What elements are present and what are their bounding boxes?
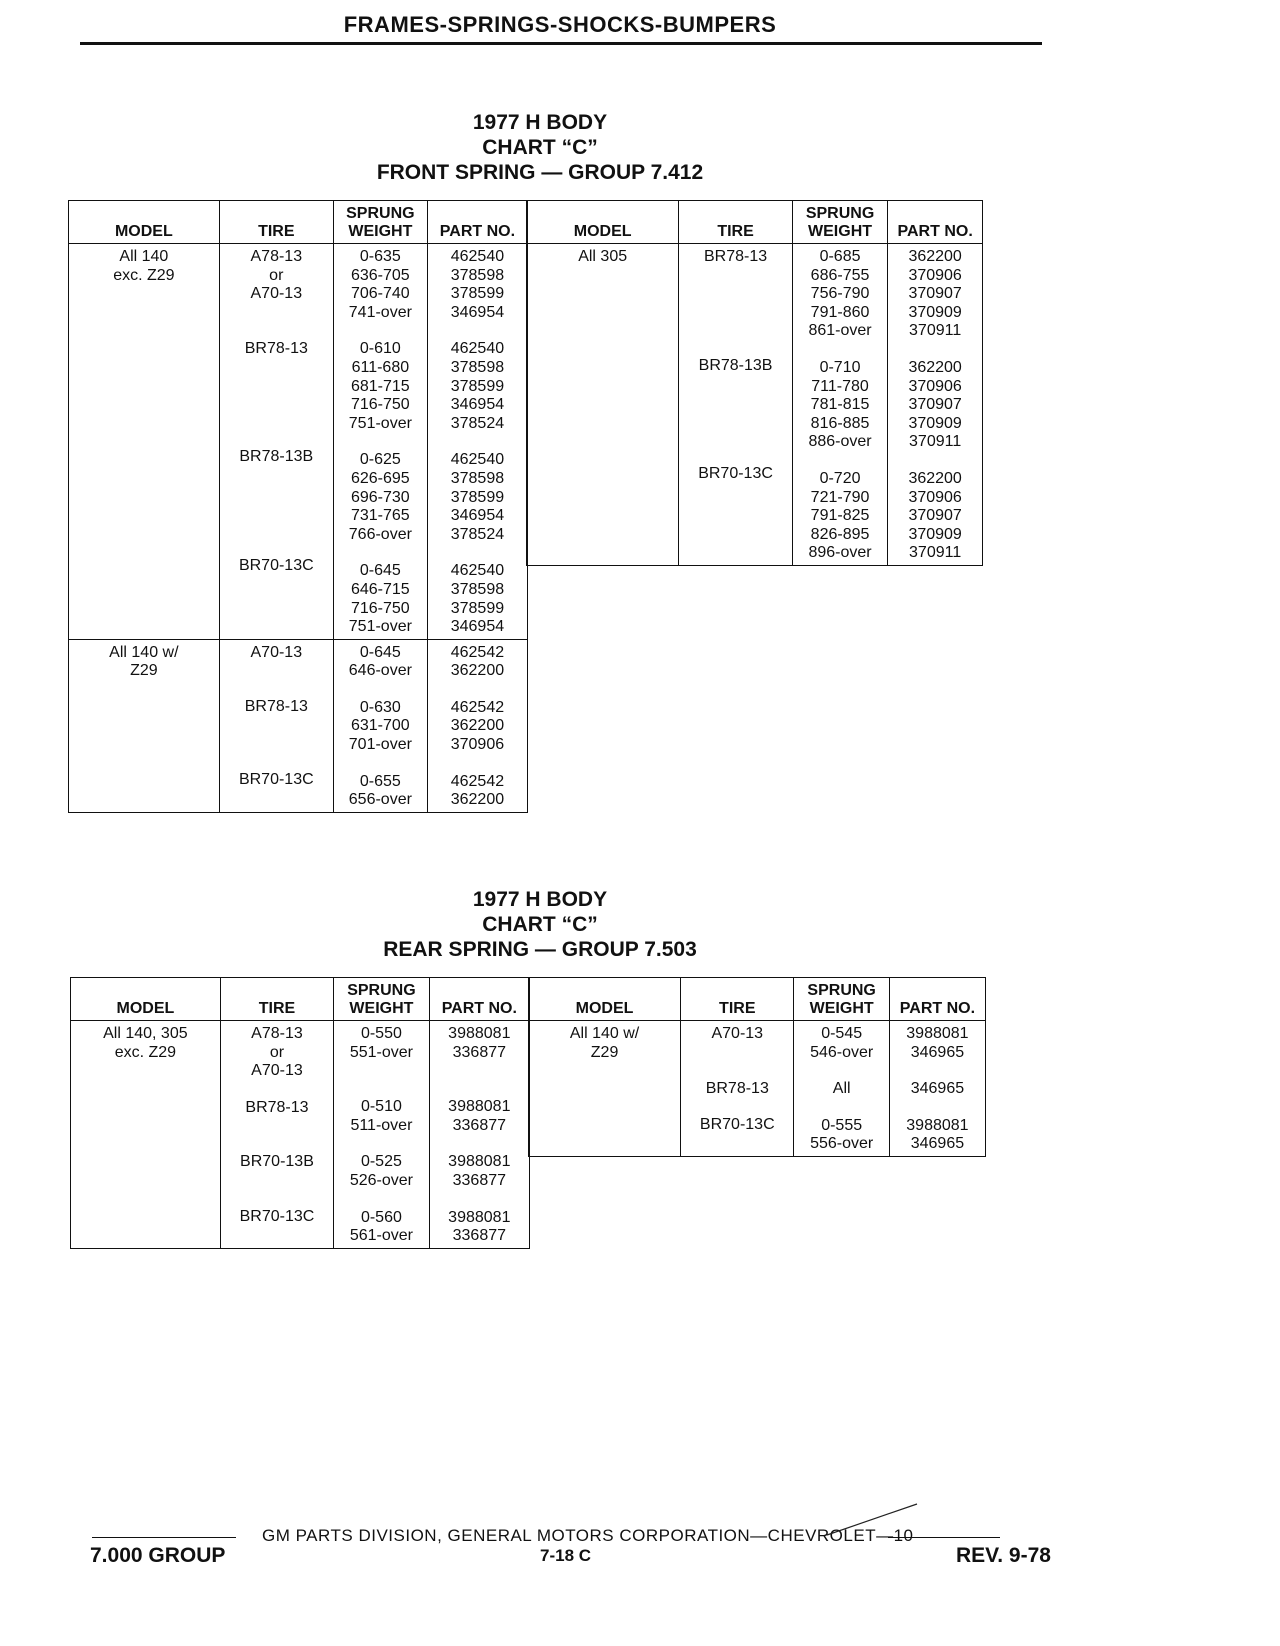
row-gap <box>224 467 329 485</box>
row-gap <box>434 1080 525 1098</box>
front-title-line: CHART “C” <box>482 136 598 159</box>
row-gap <box>338 1062 424 1080</box>
row-gap <box>894 1062 981 1080</box>
part-number: 462540 <box>450 340 505 358</box>
sprung-weight: 526-over <box>349 1171 413 1189</box>
column-header-tire <box>679 201 792 244</box>
sprung-weight: 756-790 <box>810 285 870 303</box>
sprung-weight: 0-655 <box>359 772 401 790</box>
footer-publisher: GM PARTS DIVISION, GENERAL MOTORS CORPORATION—CHEVROLET—10 <box>262 1526 914 1545</box>
tire-size: BR70-13B <box>240 1153 314 1171</box>
row-gap <box>432 433 523 451</box>
header-row <box>527 201 983 244</box>
model-name: All 140 w/ <box>569 1025 640 1042</box>
tire-size: A78-13 <box>250 248 303 265</box>
sprung-weight: 826-895 <box>810 525 870 543</box>
sprung-weight: 636-705 <box>350 266 410 284</box>
column-header-model <box>529 978 681 1021</box>
sprung-weight: 716-750 <box>350 396 410 414</box>
row-gap <box>683 285 787 303</box>
part-number: 370911 <box>909 544 962 562</box>
row-gap <box>224 376 329 394</box>
part-number: 462542 <box>450 698 505 716</box>
model-group-row <box>529 1021 986 1157</box>
row-gap <box>224 304 329 322</box>
sprung-weight: 511-over <box>350 1116 413 1134</box>
part-number: 370906 <box>908 488 962 506</box>
row-gap <box>224 594 329 612</box>
column-header-label: MODEL <box>573 223 632 240</box>
row-gap <box>683 393 787 411</box>
tire-cell <box>219 244 333 640</box>
sprung-weight: 711-780 <box>811 377 869 395</box>
model-name: All 140 <box>119 248 169 265</box>
column-header-label: PART NO. <box>897 223 973 240</box>
sprung-weight: 816-885 <box>810 414 870 432</box>
tire-size: BR70-13C <box>238 770 314 788</box>
column-header-label: MODEL <box>114 223 173 240</box>
part-number: 3988081 <box>448 1208 511 1226</box>
sprung-weight: 731-765 <box>350 507 410 525</box>
sprung-weight: 646-715 <box>350 580 410 598</box>
part-number: 378524 <box>450 525 505 543</box>
part-number: 362200 <box>908 248 962 265</box>
model-group-row <box>69 639 528 812</box>
sprung-weight: 656-over <box>348 791 412 809</box>
part-number: 3988081 <box>906 1116 969 1134</box>
row-gap <box>338 681 423 699</box>
tire-size: BR78-13B <box>698 356 773 374</box>
row-gap <box>224 412 329 430</box>
row-gap <box>224 576 329 594</box>
sprung-weight: 716-750 <box>350 599 410 617</box>
row-gap <box>224 394 329 412</box>
tire-size: BR70-13C <box>238 556 314 574</box>
row-gap <box>224 717 329 735</box>
sprung-weight: 626-695 <box>350 469 410 487</box>
row-gap <box>892 452 978 470</box>
part-cell <box>888 244 983 566</box>
part-number: 378599 <box>450 599 505 617</box>
part-number: 378524 <box>450 414 505 432</box>
column-header-weight <box>792 201 887 244</box>
part-number: 336877 <box>452 1227 507 1245</box>
row-gap <box>683 484 787 502</box>
column-header-label: MODEL <box>116 1000 175 1017</box>
row-gap <box>683 520 787 538</box>
sprung-weight: 546-over <box>810 1043 874 1061</box>
part-number: 3988081 <box>906 1025 969 1042</box>
tire-cell <box>220 1021 333 1249</box>
part-number: 462540 <box>450 451 505 469</box>
sprung-weight: 611-680 <box>351 358 410 376</box>
header-row <box>69 201 528 244</box>
tire-size: A78-13 <box>251 1025 303 1042</box>
row-gap <box>892 341 978 359</box>
front-title-line: FRONT SPRING — GROUP 7.412 <box>376 161 704 184</box>
row-gap <box>434 1135 525 1153</box>
row-gap <box>224 358 329 376</box>
part-number: 346965 <box>910 1135 965 1153</box>
column-header-weight <box>333 201 427 244</box>
sprung-weight: 706-740 <box>350 285 410 303</box>
row-gap <box>683 502 787 520</box>
model-cell <box>71 1021 221 1249</box>
part-number: 3988081 <box>448 1098 511 1116</box>
sprung-weight: 751-over <box>348 618 412 636</box>
row-gap <box>225 1135 329 1153</box>
part-number: 378599 <box>450 488 505 506</box>
column-header-label: SPRUNG <box>805 205 875 222</box>
part-number: 378599 <box>450 285 505 303</box>
part-number: 378599 <box>450 377 505 395</box>
row-gap <box>225 1172 329 1190</box>
pen-mark <box>825 1500 925 1540</box>
rear-spring-table-right <box>528 977 986 1157</box>
part-number: 346954 <box>450 303 505 321</box>
column-header-weight <box>794 978 889 1021</box>
part-number: 378598 <box>450 358 505 376</box>
column-header-part <box>429 978 529 1021</box>
header-rule <box>80 42 1042 45</box>
column-header-model <box>527 201 679 244</box>
row-gap <box>798 1062 884 1080</box>
model-name: Z29 <box>130 662 158 680</box>
row-gap <box>683 375 787 393</box>
row-gap <box>434 1062 525 1080</box>
tire-size: A70-13 <box>250 285 303 303</box>
column-header-tire <box>219 201 333 244</box>
model-name: exc. Z29 <box>114 1043 177 1061</box>
row-gap <box>224 612 329 630</box>
sprung-weight: 751-over <box>348 414 412 432</box>
row-gap <box>432 544 523 562</box>
tire-size: A70-13 <box>250 643 303 661</box>
part-number: 346954 <box>450 396 505 414</box>
row-gap <box>683 321 787 339</box>
row-gap <box>683 447 787 465</box>
row-gap <box>683 411 787 429</box>
sprung-weight: 556-over <box>810 1135 874 1153</box>
part-number: 378598 <box>450 266 505 284</box>
footer-revision: REV. 9-78 <box>956 1544 1051 1567</box>
column-header-label: MODEL <box>575 1000 634 1017</box>
sprung-weight: 646-over <box>348 662 412 680</box>
rear-title-line: CHART “C” <box>482 913 598 936</box>
sprung-weight: All <box>832 1080 851 1098</box>
column-header-label: TIRE <box>717 223 754 240</box>
model-name: Z29 <box>590 1043 619 1061</box>
row-gap <box>224 503 329 521</box>
part-number: 370907 <box>908 285 962 303</box>
column-header-label: SPRUNG <box>807 982 876 999</box>
part-number: 370911 <box>909 433 962 451</box>
sprung-weight: 631-700 <box>350 717 410 735</box>
part-number: 462542 <box>450 772 505 790</box>
row-gap <box>683 339 787 357</box>
row-gap <box>224 789 329 807</box>
model-group-row <box>527 244 983 566</box>
sprung-weight: 0-525 <box>360 1153 402 1171</box>
row-gap <box>224 521 329 539</box>
part-number: 462540 <box>450 248 505 265</box>
sprung-weight: 0-630 <box>359 698 401 716</box>
rear-title-line: REAR SPRING — GROUP 7.503 <box>383 938 697 961</box>
rear-spring-table-left <box>70 977 530 1249</box>
row-gap <box>432 681 523 699</box>
model-cell <box>69 639 220 812</box>
part-number: 370906 <box>908 377 962 395</box>
tire-size: BR78-13 <box>244 339 308 357</box>
sprung-weight: 0-510 <box>360 1098 402 1116</box>
part-number: 3988081 <box>448 1025 511 1042</box>
part-number: 370911 <box>909 322 962 340</box>
sprung-weight: 551-over <box>349 1043 413 1061</box>
weight-cell <box>334 1021 429 1249</box>
sprung-weight: 0-710 <box>819 358 861 376</box>
row-gap <box>338 1191 424 1209</box>
column-header-label: TIRE <box>719 1000 756 1017</box>
sprung-weight: 696-730 <box>350 488 410 506</box>
sprung-weight: 701-over <box>348 736 412 754</box>
row-gap <box>338 755 423 773</box>
tire-size: BR70-13C <box>239 1207 315 1225</box>
sprung-weight: 741-over <box>348 303 412 321</box>
footer-rule-left <box>92 1537 236 1538</box>
row-gap <box>685 1044 789 1062</box>
tire-size: or <box>269 266 284 284</box>
model-name: All 140, 305 <box>103 1025 188 1042</box>
model-cell <box>69 244 220 640</box>
model-cell <box>529 1021 681 1157</box>
sprung-weight: 0-560 <box>360 1208 402 1226</box>
row-gap <box>225 1081 329 1099</box>
part-number: 362200 <box>908 469 962 487</box>
column-header-label: SPRUNG <box>347 982 416 999</box>
column-header-weight <box>334 978 429 1021</box>
column-header-label: WEIGHT <box>809 1000 874 1017</box>
sprung-weight: 0-625 <box>359 451 401 469</box>
model-group-row <box>69 244 528 640</box>
model-group-row <box>71 1021 530 1249</box>
tire-cell <box>219 639 333 812</box>
tire-size: BR70-13C <box>699 1116 775 1134</box>
column-header-part <box>427 201 527 244</box>
part-cell <box>427 244 527 640</box>
sprung-weight: 0-545 <box>821 1025 863 1042</box>
tire-size: A70-13 <box>711 1025 764 1042</box>
sprung-weight: 721-790 <box>810 488 870 506</box>
row-gap <box>225 1227 329 1245</box>
column-header-label: WEIGHT <box>349 1000 414 1017</box>
part-number: 336877 <box>452 1116 507 1134</box>
tire-size: BR78-13 <box>245 1098 309 1116</box>
model-name: All 140 w/ <box>109 643 179 661</box>
front-spring-title <box>300 110 780 185</box>
column-header-model <box>69 201 220 244</box>
header-row <box>71 978 530 1021</box>
column-header-label: TIRE <box>258 223 295 240</box>
column-header-label: SPRUNG <box>346 205 415 222</box>
sprung-weight: 0-645 <box>359 643 401 661</box>
tire-size: BR78-13 <box>705 1079 769 1097</box>
row-gap <box>338 1080 424 1098</box>
sprung-weight: 0-610 <box>359 340 401 358</box>
row-gap <box>338 1135 424 1153</box>
sprung-weight: 0-555 <box>821 1116 863 1134</box>
part-number: 370907 <box>908 396 962 414</box>
sprung-weight: 681-715 <box>350 377 410 395</box>
row-gap <box>685 1062 789 1080</box>
part-number: 336877 <box>452 1043 507 1061</box>
sprung-weight: 0-645 <box>359 562 401 580</box>
row-gap <box>224 485 329 503</box>
tire-size: BR70-13C <box>698 465 773 483</box>
sprung-weight: 861-over <box>808 322 872 340</box>
model-cell <box>527 244 679 566</box>
tire-cell <box>679 244 792 566</box>
row-gap <box>225 1117 329 1135</box>
row-gap <box>224 735 329 753</box>
part-number: 462540 <box>450 562 505 580</box>
part-number: 378598 <box>450 580 505 598</box>
footer-group: 7.000 GROUP <box>90 1544 226 1567</box>
model-name: exc. Z29 <box>113 266 175 284</box>
column-header-label: PART NO. <box>439 223 516 240</box>
rear-spring-title <box>300 887 780 962</box>
row-gap <box>224 680 329 698</box>
column-header-label: TIRE <box>258 1000 296 1017</box>
row-gap <box>683 538 787 556</box>
part-number: 370909 <box>908 414 962 432</box>
column-header-part <box>888 201 983 244</box>
column-header-tire <box>220 978 333 1021</box>
sprung-weight: 791-860 <box>810 303 870 321</box>
front-spring-table-left <box>68 200 528 813</box>
front-title-line: 1977 H BODY <box>472 111 608 134</box>
row-gap <box>685 1135 789 1153</box>
weight-cell <box>794 1021 889 1157</box>
tire-size: BR78-13B <box>239 448 314 466</box>
row-gap <box>432 322 523 340</box>
tire-cell <box>681 1021 794 1157</box>
sprung-weight: 686-755 <box>810 266 870 284</box>
column-header-tire <box>681 978 794 1021</box>
part-number: 370909 <box>908 303 962 321</box>
part-number: 370909 <box>908 525 962 543</box>
tire-size: A70-13 <box>251 1062 303 1080</box>
row-gap <box>225 1190 329 1208</box>
weight-cell <box>333 639 427 812</box>
part-number: 362200 <box>450 791 505 809</box>
sprung-weight: 0-720 <box>819 469 861 487</box>
part-cell <box>427 639 527 812</box>
part-number: 378598 <box>450 469 505 487</box>
column-header-model <box>71 978 221 1021</box>
row-gap <box>224 539 329 557</box>
sprung-weight: 0-685 <box>819 248 861 265</box>
part-number: 362200 <box>450 662 505 680</box>
row-gap <box>432 755 523 773</box>
column-header-label: PART NO. <box>441 1000 517 1017</box>
row-gap <box>683 429 787 447</box>
row-gap <box>224 753 329 771</box>
sprung-weight: 0-550 <box>360 1025 402 1042</box>
row-gap <box>797 452 883 470</box>
sprung-weight: 886-over <box>808 433 872 451</box>
rear-title-line: 1977 H BODY <box>472 888 608 911</box>
row-gap <box>224 430 329 448</box>
row-gap <box>338 433 423 451</box>
part-number: 346954 <box>450 618 505 636</box>
sprung-weight: 561-over <box>349 1227 413 1245</box>
footer-page-number: 7-18 C <box>540 1546 592 1565</box>
sprung-weight: 896-over <box>808 544 872 562</box>
header-row <box>529 978 986 1021</box>
tire-size: or <box>269 1043 285 1061</box>
page-header: FRAMES-SPRINGS-SHOCKS-BUMPERS <box>343 12 777 37</box>
part-number: 462542 <box>450 643 505 661</box>
row-gap <box>224 662 329 680</box>
part-number: 362200 <box>450 717 505 735</box>
row-gap <box>685 1098 789 1116</box>
weight-cell <box>792 244 887 566</box>
part-number: 370906 <box>450 736 505 754</box>
row-gap <box>797 341 883 359</box>
row-gap <box>798 1099 884 1117</box>
column-header-label: PART NO. <box>899 1000 976 1017</box>
tire-size: BR78-13 <box>703 248 768 265</box>
row-gap <box>434 1191 525 1209</box>
part-number: 336877 <box>452 1171 507 1189</box>
row-gap <box>338 322 423 340</box>
part-number: 346954 <box>450 507 505 525</box>
front-spring-table-right <box>526 200 983 566</box>
column-header-part <box>889 978 985 1021</box>
row-gap <box>894 1099 981 1117</box>
part-cell <box>429 1021 529 1249</box>
sprung-weight: 791-825 <box>810 507 870 525</box>
column-header-label: WEIGHT <box>808 223 873 240</box>
part-number: 370906 <box>908 266 962 284</box>
sprung-weight: 766-over <box>348 525 412 543</box>
part-cell <box>889 1021 985 1157</box>
sprung-weight: 781-815 <box>810 396 870 414</box>
part-number: 3988081 <box>448 1153 511 1171</box>
column-header-label: WEIGHT <box>348 223 413 240</box>
sprung-weight: 0-635 <box>359 248 401 265</box>
part-number: 346965 <box>910 1043 965 1061</box>
row-gap <box>224 322 329 340</box>
part-number: 370907 <box>908 507 962 525</box>
row-gap <box>683 303 787 321</box>
row-gap <box>338 544 423 562</box>
part-number: 346965 <box>910 1080 965 1098</box>
part-number: 362200 <box>908 358 962 376</box>
model-name: All 305 <box>578 248 628 265</box>
row-gap <box>683 267 787 285</box>
weight-cell <box>333 244 427 640</box>
tire-size: BR78-13 <box>244 698 308 716</box>
